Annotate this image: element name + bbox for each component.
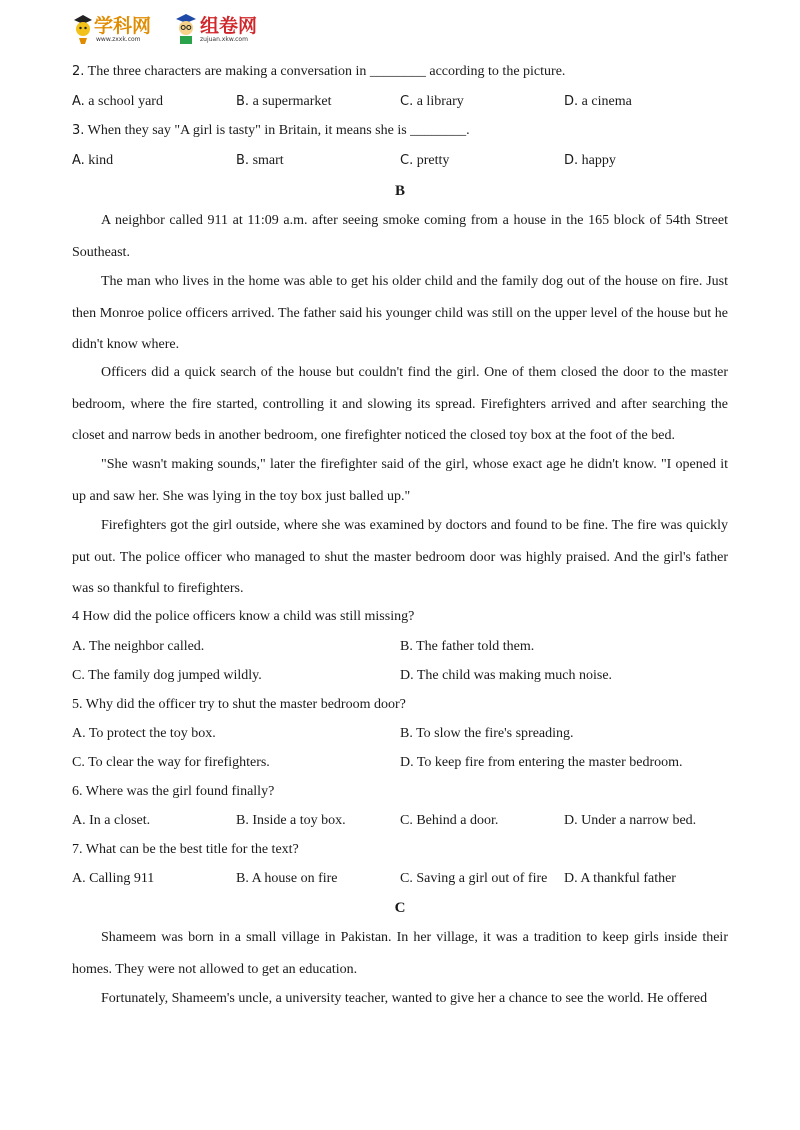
question-3-stem [72, 121, 470, 141]
section-b-paragraph-5: Firefighters got the girl outside, where she was examined by doctors and found to be fine. The fire was quickly put out. The police officer who managed to shut the master bedroom door was highly praised. And the girl's father was so thankful to firefighters. [72, 518, 728, 596]
question-3-option-c: C. pretty [400, 153, 450, 168]
question-4-option-b: B. The father told them. [400, 639, 535, 654]
question-7-option-d: D. A thankful father [564, 871, 676, 886]
logo1-url: www.zxxk.com [96, 36, 141, 43]
question-2-option-c: C. a library [400, 94, 464, 109]
question-6-option-d: D. Under a narrow bed. [564, 813, 697, 828]
question-2-option-d: D. a cinema [564, 94, 632, 109]
student-mascot-icon [174, 11, 198, 45]
question-2-number: 2. [72, 64, 85, 79]
question-3-option-d: D. happy [564, 153, 616, 168]
question-2-option-b: B. a supermarket [236, 94, 332, 109]
zxxk-logo [72, 10, 172, 46]
question-5-stem: 5. Why did the officer try to shut the master bedroom door? [72, 697, 406, 712]
question-3-option-b: B. smart [236, 153, 284, 168]
question-5-option-d: D. To keep fire from entering the master bedroom. [400, 755, 683, 770]
question-2-text: The three characters are making a conversation in ________ according to the picture. [87, 64, 566, 79]
logo1-text: 学科网 [94, 15, 152, 37]
section-c-paragraph-1: Shameem was born in a small village in Pakistan. In her village, it was a tradition to keep girls inside their homes. They were not allowed to get an education. [72, 930, 728, 977]
question-5-option-b: B. To slow the fire's spreading. [400, 726, 574, 741]
section-b-paragraph-3: Officers did a quick search of the house but couldn't find the girl. One of them closed the door to the master bedroom, where the fire started, controlling it and slowing its spread. Firefighters arrived and after searching the closet and narrow beds in another bedroom, one firefighter noticed the closed toy box at the foot of the bed. [72, 365, 728, 443]
question-5-option-a: A. To protect the toy box. [72, 726, 216, 741]
zujuan-logo [174, 10, 274, 46]
question-2-option-a: A. a school yard [72, 94, 163, 109]
question-3-text: When they say "A girl is tasty" in Britain, it means she is ________. [87, 123, 470, 138]
section-b-heading: B [394, 183, 405, 199]
question-3-number: 3. [72, 123, 85, 138]
question-5-option-c: C. To clear the way for firefighters. [72, 755, 270, 770]
logo2-url: zujuan.xkw.com [200, 36, 248, 43]
section-b-paragraph-2: The man who lives in the home was able to get his older child and the family dog out of the house on fire. Just then Monroe police officers arrived. The father said his younger child was still on the upper level of the house but he didn't know where. [72, 274, 728, 352]
question-4-option-a: A. The neighbor called. [72, 639, 205, 654]
mascot-icon [72, 11, 94, 45]
question-6-option-b: B. Inside a toy box. [236, 813, 346, 828]
question-4-option-c: C. The family dog jumped wildly. [72, 668, 262, 683]
question-7-option-c: C. Saving a girl out of fire [400, 871, 548, 886]
question-4-stem: 4 How did the police officers know a child was still missing? [72, 609, 415, 624]
question-3-option-a: A. kind [72, 153, 114, 168]
question-7-option-b: B. A house on fire [236, 871, 338, 886]
section-b-paragraph-4: "She wasn't making sounds," later the firefighter said of the girl, whose exact age he didn't know. "I opened it up and saw her. She was lying in the toy box just balled up." [72, 457, 728, 504]
question-6-option-c: C. Behind a door. [400, 813, 499, 828]
question-7-option-a: A. Calling 911 [72, 871, 155, 886]
question-6-option-a: A. In a closet. [72, 813, 151, 828]
question-6-stem: 6. Where was the girl found finally? [72, 784, 275, 799]
logo2-text: 组卷网 [200, 15, 258, 37]
section-c-heading: C [394, 900, 406, 916]
section-b-paragraph-1: A neighbor called 911 at 11:09 a.m. after seeing smoke coming from a house in the 165 block of 54th Street Southeast. [72, 213, 728, 260]
question-7-stem: 7. What can be the best title for the text? [72, 842, 299, 857]
question-4-option-d: D. The child was making much noise. [400, 668, 613, 683]
header-logos [72, 10, 272, 46]
section-c-paragraph-2: Fortunately, Shameem's uncle, a university teacher, wanted to give her a chance to see the world. He offered [101, 991, 708, 1006]
question-2-stem [72, 62, 565, 82]
